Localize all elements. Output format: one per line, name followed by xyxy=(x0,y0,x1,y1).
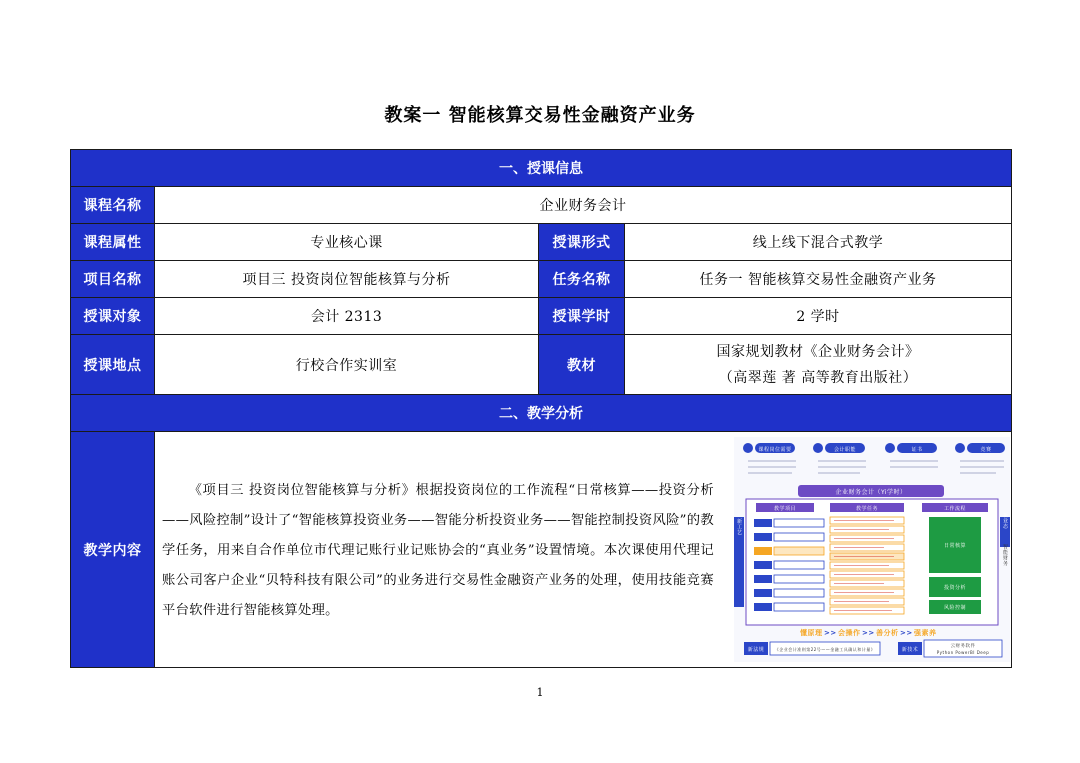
audience-value: 会计 2313 xyxy=(155,298,539,335)
badge-text-3: 证书 xyxy=(911,447,923,453)
green-block-2-text: 投资分析 xyxy=(943,585,967,591)
course-type-value: 专业核心课 xyxy=(155,224,539,261)
audience-label: 授课对象 xyxy=(71,298,155,335)
badge-text-2: 会计职能 xyxy=(833,447,857,453)
course-type-label: 课程属性 xyxy=(71,224,155,261)
page-number: 1 xyxy=(536,686,544,699)
left-side-tag-text: 新工艺 xyxy=(736,518,742,536)
textbook-label: 教材 xyxy=(539,335,625,395)
bottom-right-text2: Python PowerBI Deep xyxy=(936,650,990,655)
badge-dot-2 xyxy=(813,443,823,453)
lesson-plan-table xyxy=(70,149,1012,668)
hours-value: 2 学时 xyxy=(625,298,1012,335)
bottom-right-tag-text: 新技术 xyxy=(901,647,919,653)
section-header-info: 一、授课信息 xyxy=(71,150,1012,187)
teaching-form-label: 授课形式 xyxy=(539,224,625,261)
hours-label: 授课学时 xyxy=(539,298,625,335)
svg-text:>>: >> xyxy=(824,629,837,637)
col-header-text-1: 教学项目 xyxy=(773,506,797,512)
core-title-text: 企业财务会计（Yi学时） xyxy=(835,489,907,496)
course-name-label: 课程名称 xyxy=(71,187,155,224)
textbook-value xyxy=(625,335,1012,395)
page-title: 教案一 智能核算交易性金融资产业务 xyxy=(384,105,696,126)
badge-dot-4 xyxy=(955,443,965,453)
task-label: 任务名称 xyxy=(539,261,625,298)
slogan-3: 善分析 xyxy=(876,629,899,637)
svg-text:>>: >> xyxy=(900,629,913,637)
col-header-text-2: 教学任务 xyxy=(855,506,879,512)
badge-dot-3 xyxy=(885,443,895,453)
svg-text:>>: >> xyxy=(862,629,875,637)
col-header-text-3: 工作流程 xyxy=(943,506,967,512)
teaching-content-label: 教学内容 xyxy=(71,432,155,668)
badge-text-1: 课程岗位需要 xyxy=(758,447,792,453)
badge-text-4: 竞赛 xyxy=(980,447,992,453)
teaching-content-paragraph xyxy=(162,476,714,626)
green-block-1-text: 日常核算 xyxy=(943,543,967,549)
textbook-line2: （高翠莲 著 高等教育出版社） xyxy=(718,369,918,386)
right-side-tag-text: 新业态 xyxy=(1002,512,1008,530)
section-header-analysis: 二、教学分析 xyxy=(71,395,1012,432)
badge-dot-1 xyxy=(743,443,753,453)
textbook-line1: 国家规划教材《企业财务会计》 xyxy=(716,343,920,360)
location-label: 授课地点 xyxy=(71,335,155,395)
location-value: 行校合作实训室 xyxy=(155,335,539,395)
right-side-text: 智能财务 xyxy=(1002,544,1008,566)
task-value: 任务一 智能核算交易性金融资产业务 xyxy=(625,261,1012,298)
teaching-content-cell xyxy=(155,432,1012,668)
paragraph-text: 《项目三 投资岗位智能核算与分析》根据投资岗位的工作流程“日常核算——投资分析——风险控制”设计了“智能核算投资业务——智能分析投资业务——智能控制投资风险”的教学任务，用来自合作单位市代理记账行业记账协会的“真业务”设置情境。本次课使用代理记账公司客户企业“贝特科技有限公司”的业务进行交易性金融资产业务的处理，使用技能竞赛平台软件进行智能核算处理。 xyxy=(162,483,714,618)
course-name-value: 企业财务会计 xyxy=(155,187,1012,224)
slogan-4: 强素养 xyxy=(914,629,937,637)
bottom-left-text: 《企业会计准则第22号——金融工具确认和计量》 xyxy=(774,647,876,652)
slogan-2: 会操作 xyxy=(838,629,861,637)
teaching-form-value: 线上线下混合式教学 xyxy=(625,224,1012,261)
green-block-3-text: 风险控制 xyxy=(943,605,967,611)
slogans xyxy=(799,628,937,637)
slogan-1: 懂原理 xyxy=(800,629,823,637)
bottom-left-tag-text: 新法规 xyxy=(747,647,765,653)
course-structure-diagram xyxy=(734,437,1010,662)
bottom-right-text1: 云财务软件 xyxy=(950,644,976,649)
project-label: 项目名称 xyxy=(71,261,155,298)
project-value: 项目三 投资岗位智能核算与分析 xyxy=(155,261,539,298)
